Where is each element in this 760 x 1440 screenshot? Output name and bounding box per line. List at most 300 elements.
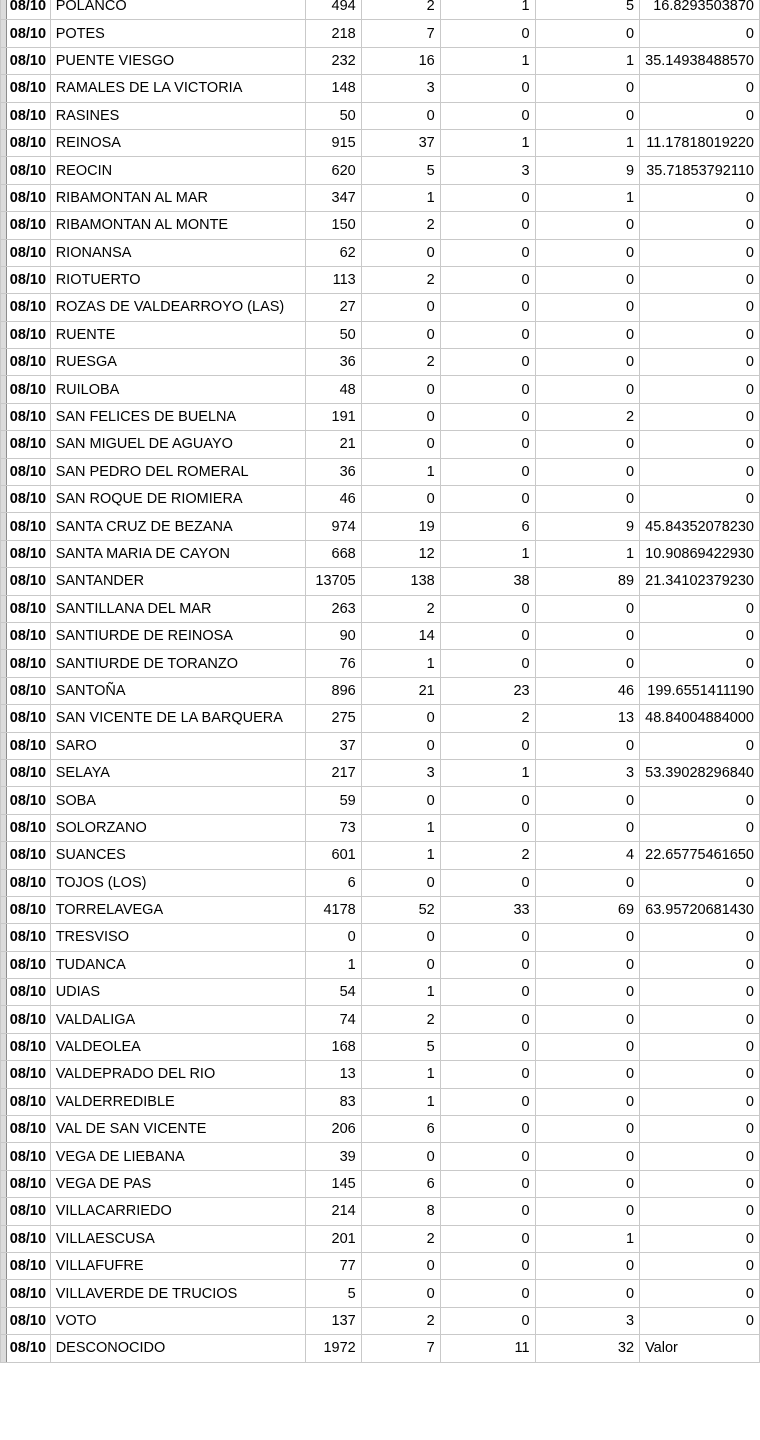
- value-cell-2[interactable]: 2: [361, 1006, 440, 1033]
- date-cell[interactable]: 08/10: [6, 650, 50, 677]
- value-cell-1[interactable]: 50: [305, 102, 361, 129]
- value-cell-3[interactable]: 0: [440, 650, 535, 677]
- value-cell-4[interactable]: 1: [535, 47, 639, 74]
- date-cell[interactable]: 08/10: [6, 212, 50, 239]
- value-cell-2[interactable]: 0: [361, 239, 440, 266]
- municipality-cell[interactable]: SANTOÑA: [50, 677, 305, 704]
- value-cell-4[interactable]: 3: [535, 1307, 639, 1334]
- value-cell-4[interactable]: 0: [535, 321, 639, 348]
- value-cell-4[interactable]: 0: [535, 349, 639, 376]
- rate-cell[interactable]: 0: [640, 458, 760, 485]
- value-cell-2[interactable]: 0: [361, 732, 440, 759]
- value-cell-2[interactable]: 1: [361, 1061, 440, 1088]
- rate-cell[interactable]: 0: [640, 266, 760, 293]
- value-cell-4[interactable]: 13: [535, 705, 639, 732]
- date-cell[interactable]: 08/10: [6, 705, 50, 732]
- date-cell[interactable]: 08/10: [6, 403, 50, 430]
- value-cell-4[interactable]: 5: [535, 0, 639, 20]
- municipality-cell[interactable]: SANTA CRUZ DE BEZANA: [50, 513, 305, 540]
- municipality-cell[interactable]: RIOTUERTO: [50, 266, 305, 293]
- value-cell-2[interactable]: 0: [361, 294, 440, 321]
- value-cell-3[interactable]: 0: [440, 951, 535, 978]
- value-cell-2[interactable]: 3: [361, 75, 440, 102]
- rate-cell[interactable]: 0: [640, 732, 760, 759]
- value-cell-4[interactable]: 0: [535, 1116, 639, 1143]
- value-cell-4[interactable]: 0: [535, 732, 639, 759]
- date-cell[interactable]: 08/10: [6, 1225, 50, 1252]
- municipality-cell[interactable]: SARO: [50, 732, 305, 759]
- value-cell-3[interactable]: 0: [440, 924, 535, 951]
- rate-cell[interactable]: 48.84004884000: [640, 705, 760, 732]
- value-cell-2[interactable]: 0: [361, 431, 440, 458]
- rate-cell[interactable]: 0: [640, 814, 760, 841]
- value-cell-3[interactable]: 0: [440, 1170, 535, 1197]
- date-cell[interactable]: 08/10: [6, 595, 50, 622]
- value-cell-1[interactable]: 27: [305, 294, 361, 321]
- date-cell[interactable]: 08/10: [6, 979, 50, 1006]
- date-cell[interactable]: 08/10: [6, 1116, 50, 1143]
- value-cell-4[interactable]: 1: [535, 129, 639, 156]
- rate-cell[interactable]: 16.8293503870: [640, 0, 760, 20]
- rate-cell[interactable]: Valor: [640, 1335, 760, 1362]
- value-cell-3[interactable]: 3: [440, 157, 535, 184]
- rate-cell[interactable]: 0: [640, 321, 760, 348]
- rate-cell[interactable]: 0: [640, 212, 760, 239]
- value-cell-2[interactable]: 6: [361, 1116, 440, 1143]
- value-cell-2[interactable]: 14: [361, 622, 440, 649]
- municipality-cell[interactable]: REOCIN: [50, 157, 305, 184]
- municipality-cell[interactable]: RIBAMONTAN AL MONTE: [50, 212, 305, 239]
- value-cell-2[interactable]: 0: [361, 102, 440, 129]
- value-cell-1[interactable]: 37: [305, 732, 361, 759]
- municipality-cell[interactable]: VILLACARRIEDO: [50, 1198, 305, 1225]
- value-cell-4[interactable]: 0: [535, 814, 639, 841]
- date-cell[interactable]: 08/10: [6, 842, 50, 869]
- value-cell-1[interactable]: 46: [305, 486, 361, 513]
- value-cell-1[interactable]: 206: [305, 1116, 361, 1143]
- municipality-cell[interactable]: SANTA MARIA DE CAYON: [50, 540, 305, 567]
- rate-cell[interactable]: 10.90869422930: [640, 540, 760, 567]
- value-cell-1[interactable]: 77: [305, 1252, 361, 1279]
- value-cell-4[interactable]: 1: [535, 540, 639, 567]
- value-cell-1[interactable]: 76: [305, 650, 361, 677]
- value-cell-3[interactable]: 0: [440, 1116, 535, 1143]
- value-cell-4[interactable]: 0: [535, 1252, 639, 1279]
- value-cell-1[interactable]: 145: [305, 1170, 361, 1197]
- value-cell-4[interactable]: 0: [535, 266, 639, 293]
- value-cell-1[interactable]: 62: [305, 239, 361, 266]
- municipality-cell[interactable]: TRESVISO: [50, 924, 305, 951]
- rate-cell[interactable]: 0: [640, 1116, 760, 1143]
- rate-cell[interactable]: 0: [640, 75, 760, 102]
- municipality-cell[interactable]: SOBA: [50, 787, 305, 814]
- value-cell-3[interactable]: 0: [440, 1225, 535, 1252]
- value-cell-1[interactable]: 90: [305, 622, 361, 649]
- date-cell[interactable]: 08/10: [6, 1198, 50, 1225]
- value-cell-2[interactable]: 3: [361, 759, 440, 786]
- municipality-cell[interactable]: VILLAVERDE DE TRUCIOS: [50, 1280, 305, 1307]
- municipality-cell[interactable]: DESCONOCIDO: [50, 1335, 305, 1362]
- municipality-cell[interactable]: TOJOS (LOS): [50, 869, 305, 896]
- value-cell-3[interactable]: 1: [440, 759, 535, 786]
- value-cell-2[interactable]: 12: [361, 540, 440, 567]
- value-cell-2[interactable]: 0: [361, 376, 440, 403]
- value-cell-1[interactable]: 13: [305, 1061, 361, 1088]
- municipality-cell[interactable]: SANTIURDE DE TORANZO: [50, 650, 305, 677]
- rate-cell[interactable]: 0: [640, 403, 760, 430]
- value-cell-2[interactable]: 7: [361, 1335, 440, 1362]
- value-cell-3[interactable]: 0: [440, 1307, 535, 1334]
- value-cell-2[interactable]: 2: [361, 212, 440, 239]
- value-cell-3[interactable]: 6: [440, 513, 535, 540]
- value-cell-2[interactable]: 2: [361, 349, 440, 376]
- value-cell-3[interactable]: 0: [440, 1280, 535, 1307]
- rate-cell[interactable]: 0: [640, 431, 760, 458]
- value-cell-4[interactable]: 89: [535, 568, 639, 595]
- value-cell-3[interactable]: 0: [440, 1143, 535, 1170]
- value-cell-3[interactable]: 0: [440, 1088, 535, 1115]
- value-cell-4[interactable]: 0: [535, 622, 639, 649]
- municipality-cell[interactable]: RASINES: [50, 102, 305, 129]
- value-cell-4[interactable]: 4: [535, 842, 639, 869]
- date-cell[interactable]: 08/10: [6, 677, 50, 704]
- municipality-cell[interactable]: RUESGA: [50, 349, 305, 376]
- value-cell-4[interactable]: 0: [535, 376, 639, 403]
- value-cell-2[interactable]: 6: [361, 1170, 440, 1197]
- rate-cell[interactable]: 0: [640, 869, 760, 896]
- value-cell-3[interactable]: 1: [440, 47, 535, 74]
- municipality-cell[interactable]: SANTIURDE DE REINOSA: [50, 622, 305, 649]
- value-cell-1[interactable]: 150: [305, 212, 361, 239]
- municipality-cell[interactable]: SAN MIGUEL DE AGUAYO: [50, 431, 305, 458]
- rate-cell[interactable]: 0: [640, 595, 760, 622]
- municipality-cell[interactable]: SAN ROQUE DE RIOMIERA: [50, 486, 305, 513]
- date-cell[interactable]: 08/10: [6, 75, 50, 102]
- value-cell-4[interactable]: 0: [535, 458, 639, 485]
- date-cell[interactable]: 08/10: [6, 540, 50, 567]
- value-cell-4[interactable]: 9: [535, 157, 639, 184]
- municipality-cell[interactable]: RAMALES DE LA VICTORIA: [50, 75, 305, 102]
- date-cell[interactable]: 08/10: [6, 759, 50, 786]
- value-cell-1[interactable]: 915: [305, 129, 361, 156]
- municipality-cell[interactable]: SAN PEDRO DEL ROMERAL: [50, 458, 305, 485]
- value-cell-1[interactable]: 0: [305, 924, 361, 951]
- value-cell-3[interactable]: 0: [440, 1198, 535, 1225]
- value-cell-2[interactable]: 0: [361, 403, 440, 430]
- value-cell-4[interactable]: 0: [535, 650, 639, 677]
- value-cell-1[interactable]: 50: [305, 321, 361, 348]
- value-cell-1[interactable]: 83: [305, 1088, 361, 1115]
- municipality-cell[interactable]: SANTANDER: [50, 568, 305, 595]
- value-cell-1[interactable]: 36: [305, 458, 361, 485]
- value-cell-2[interactable]: 2: [361, 1307, 440, 1334]
- municipality-cell[interactable]: POTES: [50, 20, 305, 47]
- value-cell-2[interactable]: 19: [361, 513, 440, 540]
- rate-cell[interactable]: 0: [640, 650, 760, 677]
- value-cell-2[interactable]: 0: [361, 787, 440, 814]
- value-cell-3[interactable]: 0: [440, 431, 535, 458]
- date-cell[interactable]: 08/10: [6, 1061, 50, 1088]
- value-cell-2[interactable]: 1: [361, 842, 440, 869]
- value-cell-1[interactable]: 974: [305, 513, 361, 540]
- value-cell-1[interactable]: 54: [305, 979, 361, 1006]
- value-cell-3[interactable]: 2: [440, 842, 535, 869]
- value-cell-4[interactable]: 0: [535, 595, 639, 622]
- value-cell-1[interactable]: 113: [305, 266, 361, 293]
- value-cell-4[interactable]: 0: [535, 869, 639, 896]
- value-cell-4[interactable]: 0: [535, 1170, 639, 1197]
- value-cell-1[interactable]: 620: [305, 157, 361, 184]
- value-cell-2[interactable]: 1: [361, 184, 440, 211]
- rate-cell[interactable]: 0: [640, 1143, 760, 1170]
- value-cell-4[interactable]: 1: [535, 1225, 639, 1252]
- rate-cell[interactable]: 0: [640, 1198, 760, 1225]
- value-cell-2[interactable]: 1: [361, 814, 440, 841]
- rate-cell[interactable]: 0: [640, 294, 760, 321]
- rate-cell[interactable]: 0: [640, 1170, 760, 1197]
- value-cell-1[interactable]: 494: [305, 0, 361, 20]
- rate-cell[interactable]: 45.84352078230: [640, 513, 760, 540]
- date-cell[interactable]: 08/10: [6, 513, 50, 540]
- municipality-cell[interactable]: RIONANSA: [50, 239, 305, 266]
- value-cell-2[interactable]: 0: [361, 1280, 440, 1307]
- value-cell-4[interactable]: 3: [535, 759, 639, 786]
- value-cell-2[interactable]: 21: [361, 677, 440, 704]
- value-cell-1[interactable]: 896: [305, 677, 361, 704]
- value-cell-3[interactable]: 0: [440, 184, 535, 211]
- value-cell-4[interactable]: 46: [535, 677, 639, 704]
- rate-cell[interactable]: 35.14938488570: [640, 47, 760, 74]
- municipality-cell[interactable]: RIBAMONTAN AL MAR: [50, 184, 305, 211]
- rate-cell[interactable]: 0: [640, 1088, 760, 1115]
- rate-cell[interactable]: 0: [640, 1033, 760, 1060]
- value-cell-4[interactable]: 0: [535, 1061, 639, 1088]
- value-cell-2[interactable]: 1: [361, 650, 440, 677]
- value-cell-2[interactable]: 2: [361, 266, 440, 293]
- value-cell-4[interactable]: 1: [535, 184, 639, 211]
- value-cell-4[interactable]: 0: [535, 979, 639, 1006]
- value-cell-1[interactable]: 48: [305, 376, 361, 403]
- value-cell-1[interactable]: 137: [305, 1307, 361, 1334]
- value-cell-4[interactable]: 0: [535, 1006, 639, 1033]
- date-cell[interactable]: 08/10: [6, 349, 50, 376]
- value-cell-3[interactable]: 0: [440, 20, 535, 47]
- value-cell-2[interactable]: 2: [361, 0, 440, 20]
- value-cell-1[interactable]: 275: [305, 705, 361, 732]
- value-cell-1[interactable]: 347: [305, 184, 361, 211]
- rate-cell[interactable]: 11.17818019220: [640, 129, 760, 156]
- value-cell-1[interactable]: 6: [305, 869, 361, 896]
- municipality-cell[interactable]: VEGA DE PAS: [50, 1170, 305, 1197]
- value-cell-4[interactable]: 0: [535, 1088, 639, 1115]
- municipality-cell[interactable]: VOTO: [50, 1307, 305, 1334]
- rate-cell[interactable]: 0: [640, 1006, 760, 1033]
- municipality-cell[interactable]: PUENTE VIESGO: [50, 47, 305, 74]
- municipality-cell[interactable]: VILLAESCUSA: [50, 1225, 305, 1252]
- value-cell-4[interactable]: 0: [535, 102, 639, 129]
- municipality-cell[interactable]: VALDEOLEA: [50, 1033, 305, 1060]
- rate-cell[interactable]: 21.34102379230: [640, 568, 760, 595]
- value-cell-1[interactable]: 1: [305, 951, 361, 978]
- value-cell-1[interactable]: 59: [305, 787, 361, 814]
- value-cell-2[interactable]: 1: [361, 458, 440, 485]
- value-cell-1[interactable]: 214: [305, 1198, 361, 1225]
- value-cell-3[interactable]: 0: [440, 212, 535, 239]
- value-cell-3[interactable]: 23: [440, 677, 535, 704]
- municipality-cell[interactable]: VILLAFUFRE: [50, 1252, 305, 1279]
- rate-cell[interactable]: 53.39028296840: [640, 759, 760, 786]
- municipality-cell[interactable]: SELAYA: [50, 759, 305, 786]
- value-cell-1[interactable]: 5: [305, 1280, 361, 1307]
- date-cell[interactable]: 08/10: [6, 157, 50, 184]
- value-cell-2[interactable]: 7: [361, 20, 440, 47]
- value-cell-3[interactable]: 0: [440, 1252, 535, 1279]
- value-cell-4[interactable]: 2: [535, 403, 639, 430]
- date-cell[interactable]: 08/10: [6, 20, 50, 47]
- date-cell[interactable]: 08/10: [6, 129, 50, 156]
- value-cell-1[interactable]: 74: [305, 1006, 361, 1033]
- rate-cell[interactable]: 0: [640, 1225, 760, 1252]
- value-cell-3[interactable]: 0: [440, 266, 535, 293]
- date-cell[interactable]: 08/10: [6, 1143, 50, 1170]
- municipality-cell[interactable]: TUDANCA: [50, 951, 305, 978]
- value-cell-2[interactable]: 0: [361, 1252, 440, 1279]
- date-cell[interactable]: 08/10: [6, 1335, 50, 1362]
- value-cell-3[interactable]: 0: [440, 1061, 535, 1088]
- value-cell-3[interactable]: 0: [440, 1033, 535, 1060]
- value-cell-4[interactable]: 0: [535, 239, 639, 266]
- value-cell-1[interactable]: 13705: [305, 568, 361, 595]
- value-cell-1[interactable]: 36: [305, 349, 361, 376]
- date-cell[interactable]: 08/10: [6, 47, 50, 74]
- rate-cell[interactable]: 0: [640, 349, 760, 376]
- value-cell-3[interactable]: 1: [440, 129, 535, 156]
- value-cell-2[interactable]: 5: [361, 1033, 440, 1060]
- value-cell-2[interactable]: 16: [361, 47, 440, 74]
- municipality-cell[interactable]: VALDERREDIBLE: [50, 1088, 305, 1115]
- value-cell-3[interactable]: 0: [440, 321, 535, 348]
- date-cell[interactable]: 08/10: [6, 732, 50, 759]
- value-cell-2[interactable]: 1: [361, 979, 440, 1006]
- value-cell-1[interactable]: 21: [305, 431, 361, 458]
- municipality-cell[interactable]: REINOSA: [50, 129, 305, 156]
- rate-cell[interactable]: 0: [640, 239, 760, 266]
- rate-cell[interactable]: 0: [640, 102, 760, 129]
- municipality-cell[interactable]: POLANCO: [50, 0, 305, 20]
- value-cell-4[interactable]: 0: [535, 75, 639, 102]
- date-cell[interactable]: 08/10: [6, 1252, 50, 1279]
- value-cell-3[interactable]: 11: [440, 1335, 535, 1362]
- rate-cell[interactable]: 35.71853792110: [640, 157, 760, 184]
- value-cell-3[interactable]: 0: [440, 376, 535, 403]
- value-cell-4[interactable]: 0: [535, 924, 639, 951]
- date-cell[interactable]: 08/10: [6, 458, 50, 485]
- rate-cell[interactable]: 0: [640, 924, 760, 951]
- rate-cell[interactable]: 0: [640, 951, 760, 978]
- value-cell-2[interactable]: 52: [361, 896, 440, 923]
- municipality-cell[interactable]: SAN VICENTE DE LA BARQUERA: [50, 705, 305, 732]
- rate-cell[interactable]: 0: [640, 486, 760, 513]
- municipality-cell[interactable]: VAL DE SAN VICENTE: [50, 1116, 305, 1143]
- date-cell[interactable]: 08/10: [6, 869, 50, 896]
- value-cell-1[interactable]: 1972: [305, 1335, 361, 1362]
- date-cell[interactable]: 08/10: [6, 431, 50, 458]
- value-cell-3[interactable]: 0: [440, 458, 535, 485]
- value-cell-3[interactable]: 0: [440, 239, 535, 266]
- value-cell-3[interactable]: 0: [440, 349, 535, 376]
- value-cell-3[interactable]: 0: [440, 622, 535, 649]
- value-cell-2[interactable]: 8: [361, 1198, 440, 1225]
- value-cell-4[interactable]: 0: [535, 1198, 639, 1225]
- rate-cell[interactable]: 199.6551411190: [640, 677, 760, 704]
- value-cell-3[interactable]: 0: [440, 403, 535, 430]
- date-cell[interactable]: 08/10: [6, 814, 50, 841]
- value-cell-2[interactable]: 37: [361, 129, 440, 156]
- municipality-cell[interactable]: TORRELAVEGA: [50, 896, 305, 923]
- value-cell-1[interactable]: 148: [305, 75, 361, 102]
- value-cell-3[interactable]: 0: [440, 294, 535, 321]
- value-cell-2[interactable]: 0: [361, 1143, 440, 1170]
- value-cell-4[interactable]: 0: [535, 212, 639, 239]
- date-cell[interactable]: 08/10: [6, 486, 50, 513]
- value-cell-2[interactable]: 0: [361, 705, 440, 732]
- value-cell-4[interactable]: 0: [535, 20, 639, 47]
- value-cell-2[interactable]: 5: [361, 157, 440, 184]
- value-cell-2[interactable]: 1: [361, 1088, 440, 1115]
- municipality-cell[interactable]: SAN FELICES DE BUELNA: [50, 403, 305, 430]
- value-cell-2[interactable]: 2: [361, 595, 440, 622]
- rate-cell[interactable]: 0: [640, 376, 760, 403]
- value-cell-4[interactable]: 0: [535, 431, 639, 458]
- municipality-cell[interactable]: ROZAS DE VALDEARROYO (LAS): [50, 294, 305, 321]
- value-cell-1[interactable]: 601: [305, 842, 361, 869]
- value-cell-1[interactable]: 232: [305, 47, 361, 74]
- value-cell-4[interactable]: 0: [535, 1143, 639, 1170]
- value-cell-4[interactable]: 69: [535, 896, 639, 923]
- rate-cell[interactable]: 0: [640, 1061, 760, 1088]
- date-cell[interactable]: 08/10: [6, 622, 50, 649]
- rate-cell[interactable]: 0: [640, 184, 760, 211]
- date-cell[interactable]: 08/10: [6, 568, 50, 595]
- value-cell-3[interactable]: 0: [440, 979, 535, 1006]
- date-cell[interactable]: 08/10: [6, 321, 50, 348]
- value-cell-4[interactable]: 0: [535, 951, 639, 978]
- date-cell[interactable]: 08/10: [6, 1307, 50, 1334]
- value-cell-3[interactable]: 33: [440, 896, 535, 923]
- value-cell-2[interactable]: 2: [361, 1225, 440, 1252]
- value-cell-2[interactable]: 0: [361, 321, 440, 348]
- date-cell[interactable]: 08/10: [6, 376, 50, 403]
- date-cell[interactable]: 08/10: [6, 1088, 50, 1115]
- value-cell-2[interactable]: 0: [361, 869, 440, 896]
- value-cell-3[interactable]: 2: [440, 705, 535, 732]
- value-cell-3[interactable]: 0: [440, 75, 535, 102]
- rate-cell[interactable]: 22.65775461650: [640, 842, 760, 869]
- date-cell[interactable]: 08/10: [6, 239, 50, 266]
- municipality-cell[interactable]: VALDEPRADO DEL RIO: [50, 1061, 305, 1088]
- value-cell-4[interactable]: 0: [535, 1033, 639, 1060]
- value-cell-4[interactable]: 9: [535, 513, 639, 540]
- date-cell[interactable]: 08/10: [6, 1033, 50, 1060]
- value-cell-2[interactable]: 0: [361, 951, 440, 978]
- date-cell[interactable]: 08/10: [6, 787, 50, 814]
- value-cell-1[interactable]: 201: [305, 1225, 361, 1252]
- rate-cell[interactable]: 0: [640, 979, 760, 1006]
- date-cell[interactable]: 08/10: [6, 1170, 50, 1197]
- date-cell[interactable]: 08/10: [6, 102, 50, 129]
- rate-cell[interactable]: 0: [640, 1307, 760, 1334]
- value-cell-2[interactable]: 138: [361, 568, 440, 595]
